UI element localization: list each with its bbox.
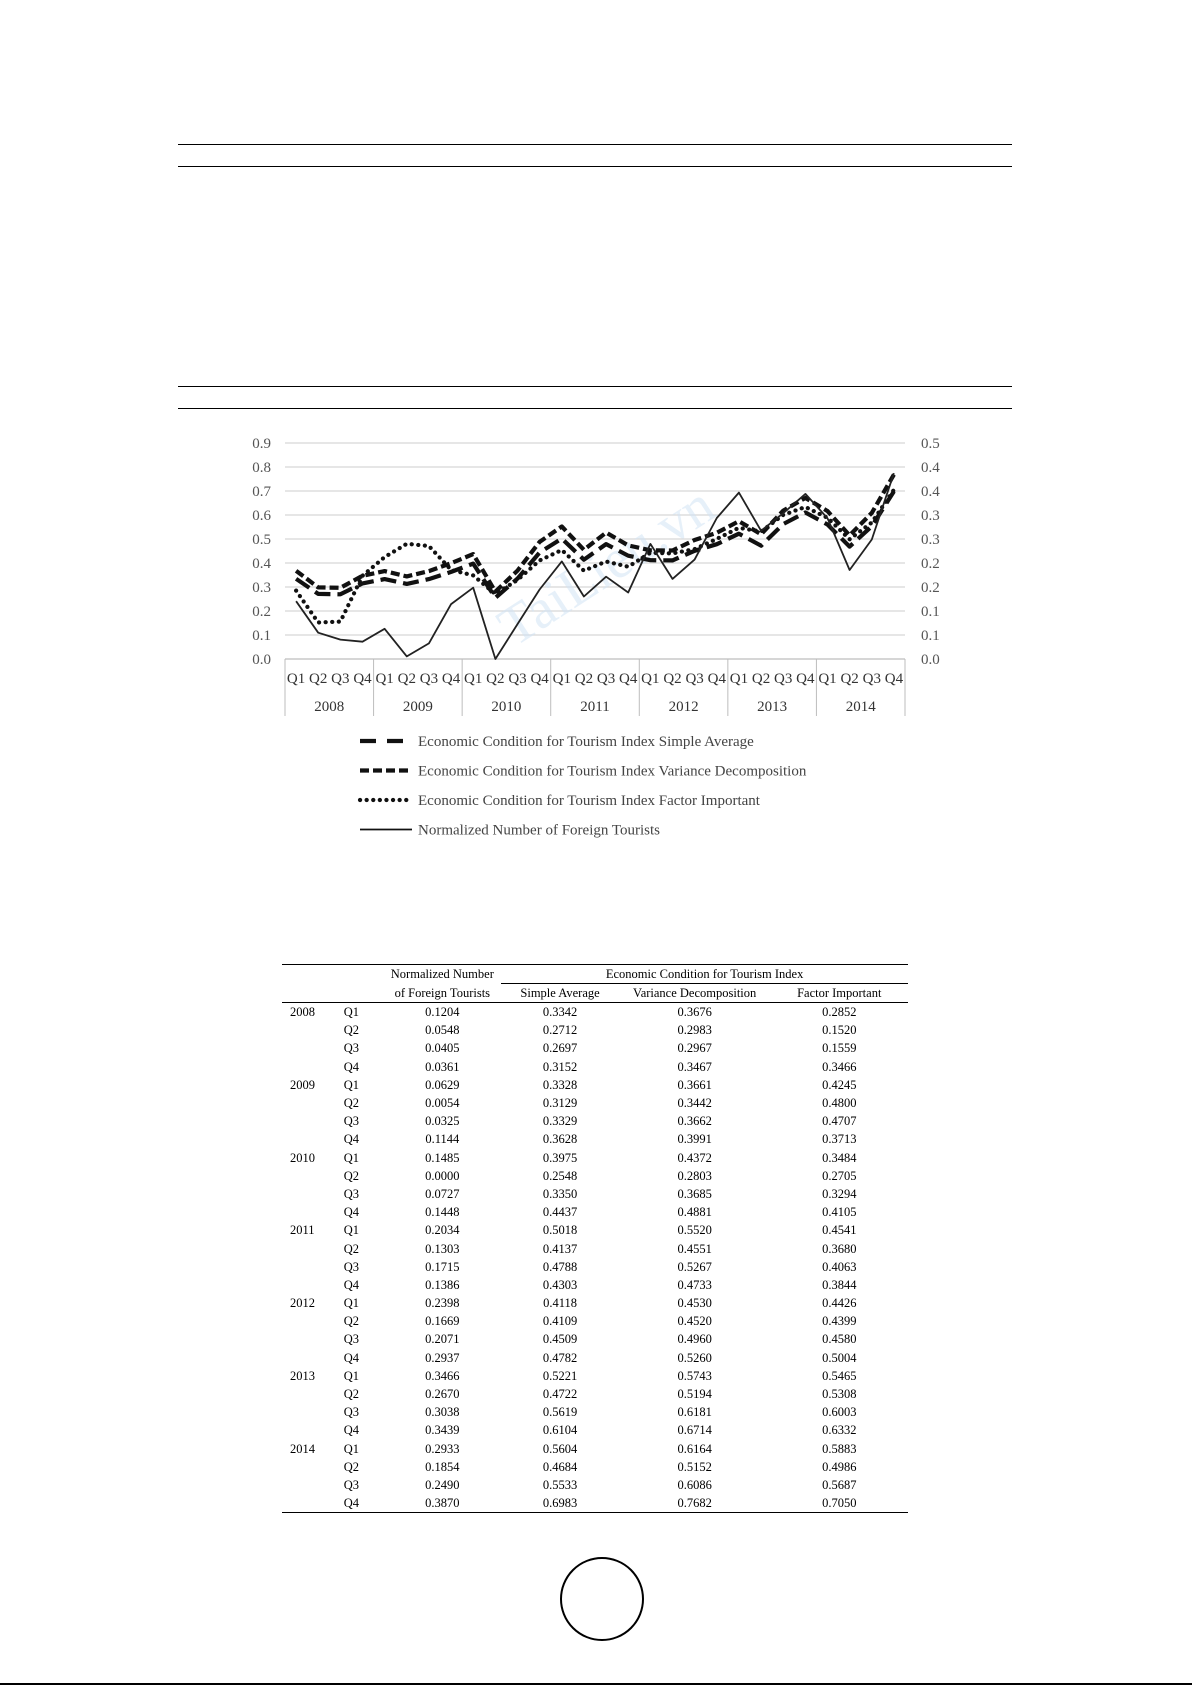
x-tick-label: Q2 xyxy=(574,671,594,687)
table-row xyxy=(282,1440,908,1458)
x-tick-label: Q3 xyxy=(774,671,793,687)
cell-year: 2012 xyxy=(290,1296,315,1311)
cell-factor-important: 0.6332 xyxy=(822,1423,857,1438)
table-row xyxy=(282,1185,908,1203)
y2-tick-label: 0.4 xyxy=(921,484,940,500)
x-tick-label: Q2 xyxy=(751,671,771,687)
table-row xyxy=(282,1385,908,1403)
watermark-text: TaiLieu.vn xyxy=(487,474,726,659)
table-row xyxy=(282,1312,908,1330)
cell-factor-important: 0.4063 xyxy=(822,1259,857,1274)
y-tick-label: 0.7 xyxy=(252,484,271,500)
cell-variance-decomposition: 0.5194 xyxy=(677,1387,712,1402)
cell-year xyxy=(282,1167,344,1185)
y2-tick-label: 0.3 xyxy=(921,508,940,524)
cell-quarter: Q4 xyxy=(343,1350,359,1365)
cell-quarter: Q3 xyxy=(343,1114,359,1129)
cell-year xyxy=(282,1021,344,1039)
cell-factor-important: 0.2852 xyxy=(822,1005,857,1020)
y-tick-label: 0.5 xyxy=(252,532,271,548)
x-tick-label: Q3 xyxy=(331,671,350,687)
cell-variance-decomposition: 0.6086 xyxy=(677,1477,712,1492)
cell-simple-average: 0.5018 xyxy=(542,1223,578,1238)
x-group-label: 2008 xyxy=(314,699,345,715)
chart-series xyxy=(296,473,894,659)
cell-variance-decomposition: 0.2803 xyxy=(677,1168,712,1183)
header-factor-important: Factor Important xyxy=(771,984,908,1003)
y-tick-label: 0.0 xyxy=(252,652,271,668)
cell-variance-decomposition: 0.3991 xyxy=(677,1132,712,1147)
cell-quarter: Q3 xyxy=(343,1186,359,1201)
cell-tourists: 0.1144 xyxy=(425,1132,460,1147)
cell-quarter: Q3 xyxy=(343,1259,359,1274)
cell-simple-average: 0.4109 xyxy=(542,1314,578,1329)
x-tick-label: Q3 xyxy=(596,671,616,687)
cell-year xyxy=(282,1185,344,1203)
x-tick-label: Q1 xyxy=(286,671,306,687)
cell-variance-decomposition: 0.5267 xyxy=(677,1259,712,1274)
cell-simple-average: 0.4722 xyxy=(542,1387,578,1402)
cell-tourists: 0.3870 xyxy=(383,1494,501,1513)
x-tick-label: Q3 xyxy=(508,671,527,687)
cell-quarter: Q2 xyxy=(343,1387,359,1402)
x-tick-label: Q4 xyxy=(796,671,815,687)
cell-year xyxy=(282,1058,344,1076)
cell-factor-important: 0.4707 xyxy=(822,1114,857,1129)
table-row xyxy=(282,1349,908,1367)
y-tick-label: 0.3 xyxy=(252,580,271,596)
cell-quarter: Q1 xyxy=(343,1150,359,1165)
cell-tourists: 0.2490 xyxy=(425,1477,460,1492)
cell-simple-average: 0.4303 xyxy=(542,1277,578,1292)
cell-simple-average: 0.2697 xyxy=(542,1041,578,1056)
cell-variance-decomposition: 0.7682 xyxy=(619,1494,771,1513)
cell-simple-average: 0.3328 xyxy=(542,1077,578,1092)
y-tick-label: 0.8 xyxy=(252,460,271,476)
cell-year xyxy=(282,1239,344,1257)
y-tick-label: 0.6 xyxy=(252,508,271,524)
cell-factor-important: 0.4105 xyxy=(822,1205,857,1220)
cell-year xyxy=(282,1349,344,1367)
table-row xyxy=(282,1494,908,1513)
x-tick-label: Q1 xyxy=(375,671,394,687)
cell-variance-decomposition: 0.5152 xyxy=(677,1459,712,1474)
cell-factor-important: 0.4541 xyxy=(822,1223,857,1238)
cell-year xyxy=(282,1458,344,1476)
cell-simple-average: 0.6983 xyxy=(501,1494,619,1513)
cell-simple-average: 0.3329 xyxy=(542,1114,578,1129)
page-number-circle xyxy=(560,1557,644,1641)
cell-quarter: Q4 xyxy=(344,1494,384,1513)
x-tick-label: Q1 xyxy=(729,671,749,687)
cell-simple-average: 0.4118 xyxy=(543,1296,577,1311)
cell-year xyxy=(282,1039,344,1057)
x-group-label: 2013 xyxy=(757,699,788,715)
table-row xyxy=(282,1403,908,1421)
cell-tourists: 0.2034 xyxy=(425,1223,460,1238)
cell-variance-decomposition: 0.2983 xyxy=(677,1023,712,1038)
cell-tourists: 0.1386 xyxy=(425,1277,460,1292)
cell-year xyxy=(282,1494,344,1513)
cell-quarter: Q4 xyxy=(343,1277,359,1292)
y2-tick-label: 0.4 xyxy=(921,460,940,476)
cell-year: 2011 xyxy=(290,1223,315,1238)
cell-tourists: 0.0361 xyxy=(425,1059,460,1074)
data-table xyxy=(282,964,908,1513)
cell-year xyxy=(282,1276,344,1294)
cell-factor-important: 0.5883 xyxy=(822,1441,857,1456)
cell-factor-important: 0.4245 xyxy=(822,1077,857,1092)
x-tick-label: Q3 xyxy=(685,671,704,687)
cell-variance-decomposition: 0.3685 xyxy=(677,1186,712,1201)
cell-variance-decomposition: 0.4960 xyxy=(677,1332,712,1347)
y2-tick-label: 0.2 xyxy=(921,580,940,596)
cell-variance-decomposition: 0.5743 xyxy=(677,1368,712,1383)
x-group-label: 2009 xyxy=(402,699,433,715)
cell-tourists: 0.1715 xyxy=(425,1259,460,1274)
x-axis xyxy=(285,659,905,716)
x-tick-label: Q2 xyxy=(397,671,416,687)
cell-variance-decomposition: 0.6181 xyxy=(677,1405,712,1420)
x-group-label: 2012 xyxy=(668,699,699,715)
cell-year xyxy=(282,1258,344,1276)
cell-factor-important: 0.4986 xyxy=(822,1459,857,1474)
x-group-label: 2010 xyxy=(491,699,522,715)
header-tourists-line1: Normalized Number xyxy=(383,965,501,984)
cell-factor-important: 0.3713 xyxy=(822,1132,857,1147)
cell-simple-average: 0.3342 xyxy=(542,1005,578,1020)
cell-simple-average: 0.3129 xyxy=(542,1096,578,1111)
cell-simple-average: 0.3628 xyxy=(542,1132,578,1147)
x-tick-label: Q3 xyxy=(419,671,439,687)
cell-simple-average: 0.4788 xyxy=(542,1259,578,1274)
x-tick-label: Q2 xyxy=(309,671,328,687)
header-tourists-line2: of Foreign Tourists xyxy=(383,984,501,1003)
cell-simple-average: 0.5221 xyxy=(542,1368,578,1383)
cell-factor-important: 0.4426 xyxy=(822,1296,857,1311)
cell-year xyxy=(282,1330,344,1348)
table-row xyxy=(282,1076,908,1094)
x-tick-label: Q2 xyxy=(663,671,682,687)
cell-variance-decomposition: 0.6164 xyxy=(677,1441,712,1456)
cell-tourists: 0.2933 xyxy=(425,1441,460,1456)
x-tick-label: Q4 xyxy=(707,671,726,687)
y2-tick-label: 0.0 xyxy=(921,652,940,668)
table-row xyxy=(282,1367,908,1385)
cell-tourists: 0.1485 xyxy=(425,1150,460,1165)
table-row xyxy=(282,1258,908,1276)
table-row xyxy=(282,1276,908,1294)
cell-variance-decomposition: 0.4520 xyxy=(677,1314,712,1329)
table-row xyxy=(282,1330,908,1348)
x-group-label: 2014 xyxy=(845,699,876,715)
cell-variance-decomposition: 0.4530 xyxy=(677,1296,712,1311)
header-variance-decomposition: Variance Decomposition xyxy=(619,984,771,1003)
cell-factor-important: 0.5687 xyxy=(822,1477,857,1492)
table-row xyxy=(282,1149,908,1167)
cell-variance-decomposition: 0.5520 xyxy=(677,1223,712,1238)
y2-tick-label: 0.5 xyxy=(921,436,940,452)
cell-year: 2014 xyxy=(290,1441,315,1456)
cell-tourists: 0.0405 xyxy=(425,1041,460,1056)
cell-tourists: 0.1448 xyxy=(425,1205,460,1220)
table-row xyxy=(282,1112,908,1130)
cell-variance-decomposition: 0.6714 xyxy=(677,1423,712,1438)
cell-factor-important: 0.3466 xyxy=(822,1059,857,1074)
cell-simple-average: 0.3152 xyxy=(542,1059,578,1074)
cell-year xyxy=(282,1112,344,1130)
cell-simple-average: 0.5619 xyxy=(542,1405,578,1420)
cell-simple-average: 0.4782 xyxy=(542,1350,578,1365)
cell-quarter: Q2 xyxy=(343,1459,359,1474)
cell-simple-average: 0.4137 xyxy=(542,1241,578,1256)
cell-factor-important: 0.3294 xyxy=(822,1186,857,1201)
cell-factor-important: 0.4580 xyxy=(822,1332,857,1347)
cell-variance-decomposition: 0.5260 xyxy=(677,1350,712,1365)
x-tick-label: Q4 xyxy=(441,671,461,687)
legend-label-3: Economic Condition for Tourism Index Factor Important xyxy=(418,793,760,809)
cell-simple-average: 0.4684 xyxy=(542,1459,578,1474)
cell-quarter: Q1 xyxy=(343,1077,359,1092)
table-row xyxy=(282,1458,908,1476)
cell-quarter: Q1 xyxy=(343,1005,359,1020)
cell-variance-decomposition: 0.4733 xyxy=(677,1277,712,1292)
cell-tourists: 0.0629 xyxy=(425,1077,460,1092)
header-simple-average: Simple Average xyxy=(501,984,619,1003)
cell-year xyxy=(282,1421,344,1439)
cell-quarter: Q1 xyxy=(343,1223,359,1238)
header-year-blank xyxy=(282,984,344,1003)
x-tick-label: Q2 xyxy=(840,671,859,687)
cell-quarter: Q2 xyxy=(343,1023,359,1038)
x-tick-label: Q1 xyxy=(464,671,483,687)
cell-year xyxy=(282,1203,344,1221)
cell-tourists: 0.0054 xyxy=(425,1096,460,1111)
cell-year xyxy=(282,1094,344,1112)
table-row xyxy=(282,1130,908,1148)
y-tick-label: 0.2 xyxy=(252,604,271,620)
chart-legend xyxy=(360,734,807,839)
table-row xyxy=(282,1221,908,1239)
cell-quarter: Q1 xyxy=(343,1441,359,1456)
cell-quarter: Q1 xyxy=(343,1368,359,1383)
table-row xyxy=(282,1421,908,1439)
cell-factor-important: 0.4399 xyxy=(822,1314,857,1329)
cell-quarter: Q3 xyxy=(343,1041,359,1056)
x-tick-label: Q3 xyxy=(862,671,881,687)
y-tick-label: 0.1 xyxy=(252,628,271,644)
legend-label-1: Economic Condition for Tourism Index Simple Average xyxy=(418,734,754,750)
cell-factor-important: 0.5465 xyxy=(822,1368,857,1383)
cell-tourists: 0.0325 xyxy=(425,1114,460,1129)
cell-simple-average: 0.5604 xyxy=(542,1441,578,1456)
cell-factor-important: 0.3844 xyxy=(822,1277,857,1292)
legend-label-2: Economic Condition for Tourism Index Variance Decomposition xyxy=(418,763,807,780)
cell-variance-decomposition: 0.4372 xyxy=(677,1150,712,1165)
table-row xyxy=(282,1058,908,1076)
table-row xyxy=(282,1476,908,1494)
x-tick-label: Q4 xyxy=(619,671,638,687)
cell-variance-decomposition: 0.4881 xyxy=(677,1205,712,1220)
cell-tourists: 0.2398 xyxy=(425,1296,460,1311)
cell-factor-important: 0.7050 xyxy=(771,1494,908,1513)
cell-factor-important: 0.5308 xyxy=(822,1387,857,1402)
cell-tourists: 0.1854 xyxy=(425,1459,460,1474)
x-tick-label: Q4 xyxy=(530,671,549,687)
cell-tourists: 0.3466 xyxy=(425,1368,460,1383)
table-row xyxy=(282,1003,908,1022)
cell-quarter: Q4 xyxy=(343,1132,359,1147)
cell-quarter: Q2 xyxy=(343,1241,359,1256)
cell-tourists: 0.1204 xyxy=(425,1005,460,1020)
cell-quarter: Q2 xyxy=(343,1096,359,1111)
cell-tourists: 0.0000 xyxy=(425,1168,460,1183)
x-tick-label: Q2 xyxy=(486,671,505,687)
cell-year: 2010 xyxy=(290,1150,315,1165)
cell-quarter: Q4 xyxy=(343,1059,359,1074)
cell-tourists: 0.0727 xyxy=(425,1186,460,1201)
cell-variance-decomposition: 0.3467 xyxy=(677,1059,712,1074)
x-tick-label: Q4 xyxy=(353,671,372,687)
cell-simple-average: 0.3975 xyxy=(542,1150,578,1165)
cell-factor-important: 0.6003 xyxy=(822,1405,857,1420)
cell-factor-important: 0.5004 xyxy=(822,1350,857,1365)
y2-tick-label: 0.2 xyxy=(921,556,940,572)
cell-quarter: Q1 xyxy=(343,1296,359,1311)
x-tick-label: Q1 xyxy=(552,671,571,687)
cell-year xyxy=(282,1385,344,1403)
cell-year xyxy=(282,1312,344,1330)
right-axis-ticks xyxy=(921,436,940,668)
cell-quarter: Q4 xyxy=(343,1205,359,1220)
cell-variance-decomposition: 0.3662 xyxy=(677,1114,712,1129)
cell-simple-average: 0.5533 xyxy=(542,1477,578,1492)
cell-simple-average: 0.2548 xyxy=(542,1168,578,1183)
cell-tourists: 0.1303 xyxy=(425,1241,460,1256)
legend-label-4: Normalized Number of Foreign Tourists xyxy=(418,822,660,839)
x-group-label: 2011 xyxy=(580,699,610,715)
y-tick-label: 0.4 xyxy=(252,556,271,572)
x-tick-label: Q1 xyxy=(641,671,660,687)
cell-factor-important: 0.1520 xyxy=(822,1023,857,1038)
cell-quarter: Q2 xyxy=(343,1168,359,1183)
table-row xyxy=(282,1239,908,1257)
cell-factor-important: 0.4800 xyxy=(822,1096,857,1111)
cell-year: 2009 xyxy=(290,1077,315,1092)
cell-factor-important: 0.3680 xyxy=(822,1241,857,1256)
cell-year: 2008 xyxy=(290,1005,315,1020)
cell-tourists: 0.1669 xyxy=(425,1314,460,1329)
cell-tourists: 0.3439 xyxy=(425,1423,460,1438)
cell-simple-average: 0.6104 xyxy=(542,1423,578,1438)
table-row xyxy=(282,1203,908,1221)
table-row xyxy=(282,1039,908,1057)
header-quarter xyxy=(344,965,384,984)
cell-quarter: Q3 xyxy=(343,1332,359,1347)
x-tick-label: Q1 xyxy=(818,671,837,687)
cell-variance-decomposition: 0.4551 xyxy=(677,1241,712,1256)
cell-tourists: 0.0548 xyxy=(425,1023,460,1038)
cell-variance-decomposition: 0.2967 xyxy=(677,1041,712,1056)
cell-variance-decomposition: 0.3661 xyxy=(677,1077,712,1092)
y2-tick-label: 0.1 xyxy=(921,628,940,644)
cell-variance-decomposition: 0.3442 xyxy=(677,1096,712,1111)
cell-quarter: Q2 xyxy=(343,1314,359,1329)
cell-year: 2013 xyxy=(290,1368,315,1383)
cell-factor-important: 0.1559 xyxy=(822,1041,857,1056)
cell-simple-average: 0.4437 xyxy=(542,1205,578,1220)
cell-year xyxy=(282,1130,344,1148)
y2-tick-label: 0.1 xyxy=(921,604,940,620)
left-axis-ticks xyxy=(252,436,271,668)
cell-tourists: 0.2670 xyxy=(425,1387,460,1402)
table-row xyxy=(282,1021,908,1039)
cell-factor-important: 0.3484 xyxy=(822,1150,857,1165)
cell-quarter: Q3 xyxy=(343,1405,359,1420)
y2-tick-label: 0.3 xyxy=(921,532,940,548)
cell-simple-average: 0.3350 xyxy=(542,1186,578,1201)
table-row xyxy=(282,1294,908,1312)
cell-quarter: Q4 xyxy=(343,1423,359,1438)
cell-tourists: 0.2071 xyxy=(425,1332,460,1347)
cell-year xyxy=(282,1403,344,1421)
y-tick-label: 0.9 xyxy=(252,436,271,452)
cell-factor-important: 0.2705 xyxy=(822,1168,857,1183)
cell-tourists: 0.2937 xyxy=(425,1350,460,1365)
cell-variance-decomposition: 0.3676 xyxy=(677,1005,712,1020)
cell-tourists: 0.3038 xyxy=(425,1405,460,1420)
table-row xyxy=(282,1094,908,1112)
cell-quarter: Q3 xyxy=(343,1477,359,1492)
table-row xyxy=(282,1167,908,1185)
header-year xyxy=(282,965,344,984)
cell-simple-average: 0.4509 xyxy=(542,1332,578,1347)
cell-year xyxy=(282,1476,344,1494)
header-index-group: Economic Condition for Tourism Index xyxy=(501,965,908,984)
table-body xyxy=(282,1003,908,1513)
header-quarter-blank xyxy=(344,984,384,1003)
x-tick-label: Q4 xyxy=(884,671,904,687)
cell-simple-average: 0.2712 xyxy=(542,1023,578,1038)
